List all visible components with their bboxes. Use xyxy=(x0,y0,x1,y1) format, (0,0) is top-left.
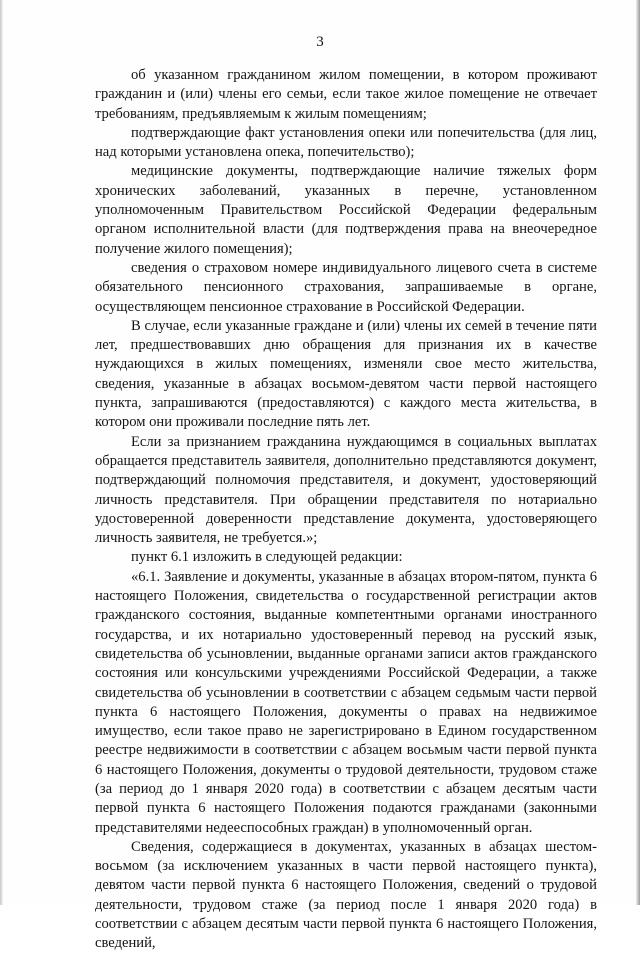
paragraph-2: подтверждающие факт установления опеки или попечительства (для лиц, над которыми установлена опека, попечительство); xyxy=(95,124,597,161)
scan-edge-right xyxy=(636,0,640,905)
paragraph-6: Если за признанием гражданина нуждающимся в социальных выплатах обращается представитель заявителя, дополнительно представляются документ, подтверждающий полномочия представителя, и документ, удостоверяющий личность представителя. При обращении представителя по нотариально удостоверенной доверенности представление документа, удостоверяющего личность заявителя, не требуется.»; xyxy=(95,433,597,547)
paragraph-5: В случае, если указанные граждане и (или) члены их семей в течение пяти лет, предшествовавших дню обращения для признания их в качестве нуждающихся в жилых помещениях, изменяли свое место жительства, сведения, указанные в абзацах восьмом-девятом части первой настоящего пункта, запрашиваются (предоставляются) с каждого места жительства, в котором они проживали последние пять лет. xyxy=(95,317,597,431)
paragraph-4: сведения о страховом номере индивидуального лицевого счета в системе обязательного пенсионного страхования, запрашиваемые в органе, осуществляющем пенсионное страхование в Российской Федерации. xyxy=(95,259,597,315)
paragraph-7: пункт 6.1 изложить в следующей редакции: xyxy=(131,549,403,566)
paragraph-9: Сведения, содержащиеся в документах, указанных в абзацах шестом-восьмом (за исключением указанных в части первой настоящего пункта), девятом части первой пункта 6 настоящего Положения, сведений о трудовой деятельности, трудовом стаже (за период после 1 января 2020 года) в соответствии с абзацем десятым части первой пункта 6 настоящего Положения, сведений, xyxy=(95,838,597,952)
page-number: 3 xyxy=(316,34,324,50)
document-body xyxy=(95,66,597,954)
paragraph-1: об указанном гражданином жилом помещении, в котором проживают гражданин и (или) члены его семьи, если такое жилое помещение не отвечает требованиям, предъявляемым к жилым помещениям; xyxy=(95,67,597,122)
paragraph-3: медицинские документы, подтверждающие наличие тяжелых форм хронических заболеваний, указанных в перечне, установленном уполномоченным Правительством Российской Федерации федеральным органом исполнительной власти (для подтверждения права на внеочередное получение жилого помещения); xyxy=(95,163,597,257)
paragraph-8: «6.1. Заявление и документы, указанные в абзацах втором-пятом, пункта 6 настоящего Положения, свидетельства о государственной регистрации актов гражданского состояния, выданные компетентными органами иностранного государства, и их нотариально удостоверенный перевод на русский язык, свидетельства об усыновлении, выданные органами записи актов гражданского состояния или консульскими учреждениями Российской Федерации, а также свидетельства об усыновлении в соответствии с абзацем седьмым части первой пункта 6 настоящего Положения, документы о правах на недвижимое имущество, если такое право не зарегистрировано в Едином государственном реестре недвижимости в соответствии с абзацем восьмым части первой пункта 6 настоящего Положения, документы о трудовой деятельности, трудовом стаже (за период до 1 января 2020 года) в соответствии с абзацем десятым части первой пункта 6 настоящего Положения подаются гражданами (законными представителями недееспособных граждан) в уполномоченный орган. xyxy=(95,568,597,836)
scan-edge-left xyxy=(0,0,3,905)
